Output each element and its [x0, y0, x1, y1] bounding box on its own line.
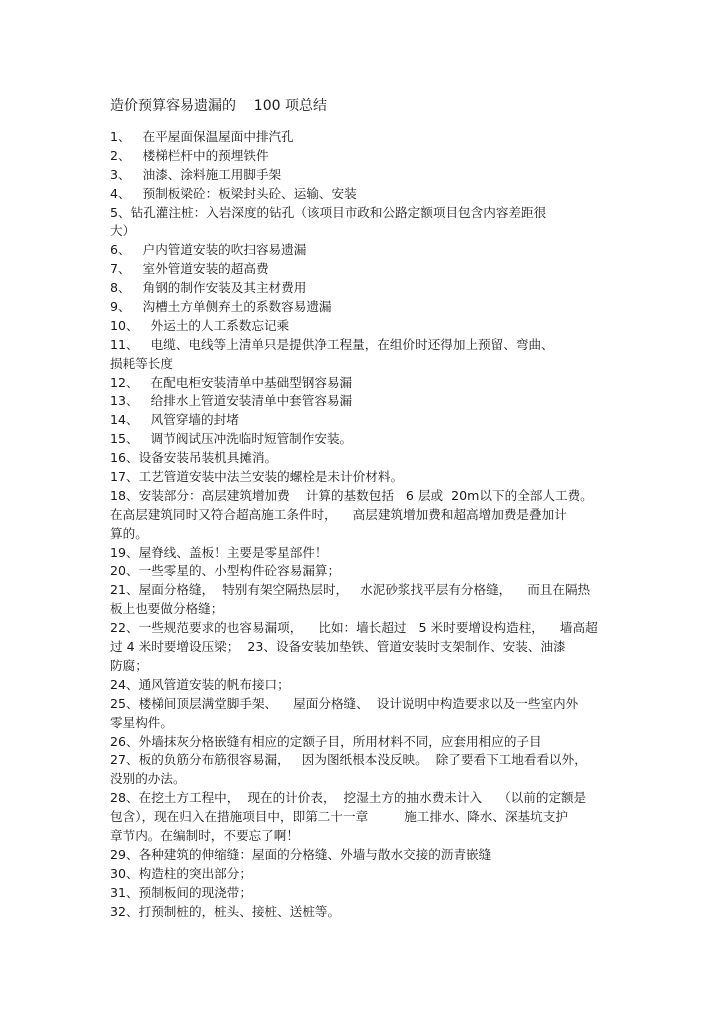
text-line: 防腐； — [110, 657, 148, 673]
text-line: 损耗等长度 — [110, 355, 173, 371]
text-line: 过 4 米时要增设压梁； 23、设备安装加垫铁、管道安装时支架制作、安装、油漆 — [110, 639, 566, 655]
text-line: 8、 角钢的制作安装及其主材费用 — [110, 280, 307, 296]
text-line: 大） — [110, 223, 136, 239]
text-line: 2、 楼梯栏杆中的预埋铁件 — [110, 147, 269, 163]
text-line: 24、通风管道安装的帆布接口； — [110, 676, 290, 692]
text-line: 16、设备安装吊装机具摊消。 — [110, 450, 278, 466]
text-line: 5、钻孔灌注桩：入岩深度的钻孔（该项目市政和公路定额项目包含内容差距很 — [110, 204, 547, 220]
text-line: 29、各种建筑的伸缩缝：屋面的分格缝、外墙与散水交接的沥青嵌缝 — [110, 846, 492, 862]
document-title: 造价预算容易遗漏的 100 项总结 — [110, 98, 327, 114]
text-line: 零星构件。 — [110, 714, 173, 730]
text-line: 板上也要做分格缝； — [110, 601, 224, 617]
text-line: 算的。 — [110, 525, 148, 541]
text-line: 20、一些零星的、小型构件砼容易漏算； — [110, 563, 341, 579]
text-line: 22、一些规范要求的也容易漏项， 比如：墙长超过 5 米时要增设构造柱， 墙高超 — [110, 620, 598, 636]
text-line: 13、 给排水上管道安装清单中套管容易漏 — [110, 393, 353, 409]
text-line: 3、 油漆、涂料施工用脚手架 — [110, 166, 282, 182]
text-line: 包含），现在归入在措施项目中，即第二十一章 施工排水、降水、深基坑支护 — [110, 809, 568, 825]
text-line: 27、板的负筋分布筋很容易漏， 因为图纸根本没反映。 除了要看下工地看看以外， — [110, 752, 587, 768]
text-line: 12、 在配电柜安装清单中基础型钢容易漏 — [110, 374, 353, 390]
document-body — [110, 128, 630, 921]
text-line: 26、外墙抹灰分格嵌缝有相应的定额子目，所用材料不同，应套用相应的子目 — [110, 733, 542, 749]
text-line: 18、安装部分：高层建筑增加费 计算的基数包括 6 层或 20m以下的全部人工费。 — [110, 487, 593, 503]
text-line: 10、 外运土的人工系数忘记乘 — [110, 317, 290, 333]
text-line: 21、屋面分格缝， 特别有架空隔热层时， 水泥砂浆找平层有分格缝， 而且在隔热 — [110, 582, 591, 598]
text-line: 4、 预制板梁砼：板梁封头砼、运输、安装 — [110, 185, 357, 201]
text-line: 没别的办法。 — [110, 771, 186, 787]
text-line: 30、构造柱的突出部分； — [110, 865, 252, 881]
text-line: 11、 电缆、电线等上清单只是提供净工程量，在组价时还得加上预留、弯曲、 — [110, 336, 554, 352]
text-line: 1、 在平屋面保温屋面中排汽孔 — [110, 129, 294, 144]
text-line: 19、屋脊线、盖板！主要是零星部件！ — [110, 544, 328, 560]
text-line: 14、 风管穿墙的封堵 — [110, 412, 239, 428]
text-line: 6、 户内管道安装的吹扫容易遗漏 — [110, 242, 307, 258]
text-line: 7、 室外管道安装的超高费 — [110, 261, 269, 277]
text-line: 17、工艺管道安装中法兰安装的螺栓是未计价材料。 — [110, 469, 404, 485]
text-line: 32、打预制桩的，桩头、接桩、送桩等。 — [110, 903, 341, 919]
text-line: 28、在挖土方工程中， 现在的计价表， 挖湿土方的抽水费未计入 （以前的定额是 — [110, 790, 587, 806]
text-line: 9、 沟槽土方单侧弃土的系数容易遗漏 — [110, 299, 332, 315]
text-line: 15、 调节阀试压冲洗临时短管制作安装。 — [110, 431, 353, 447]
text-line: 25、楼梯间顶层满堂脚手架、 屋面分格缝、 设计说明中构造要求以及一些室内外 — [110, 695, 579, 711]
text-line: 31、预制板间的现浇带； — [110, 884, 252, 900]
text-line: 章节内。在编制时，不要忘了啊！ — [110, 827, 299, 843]
text-line: 在高层建筑同时又符合超高施工条件时， 高层建筑增加费和超高增加费是叠加计 — [110, 506, 567, 522]
